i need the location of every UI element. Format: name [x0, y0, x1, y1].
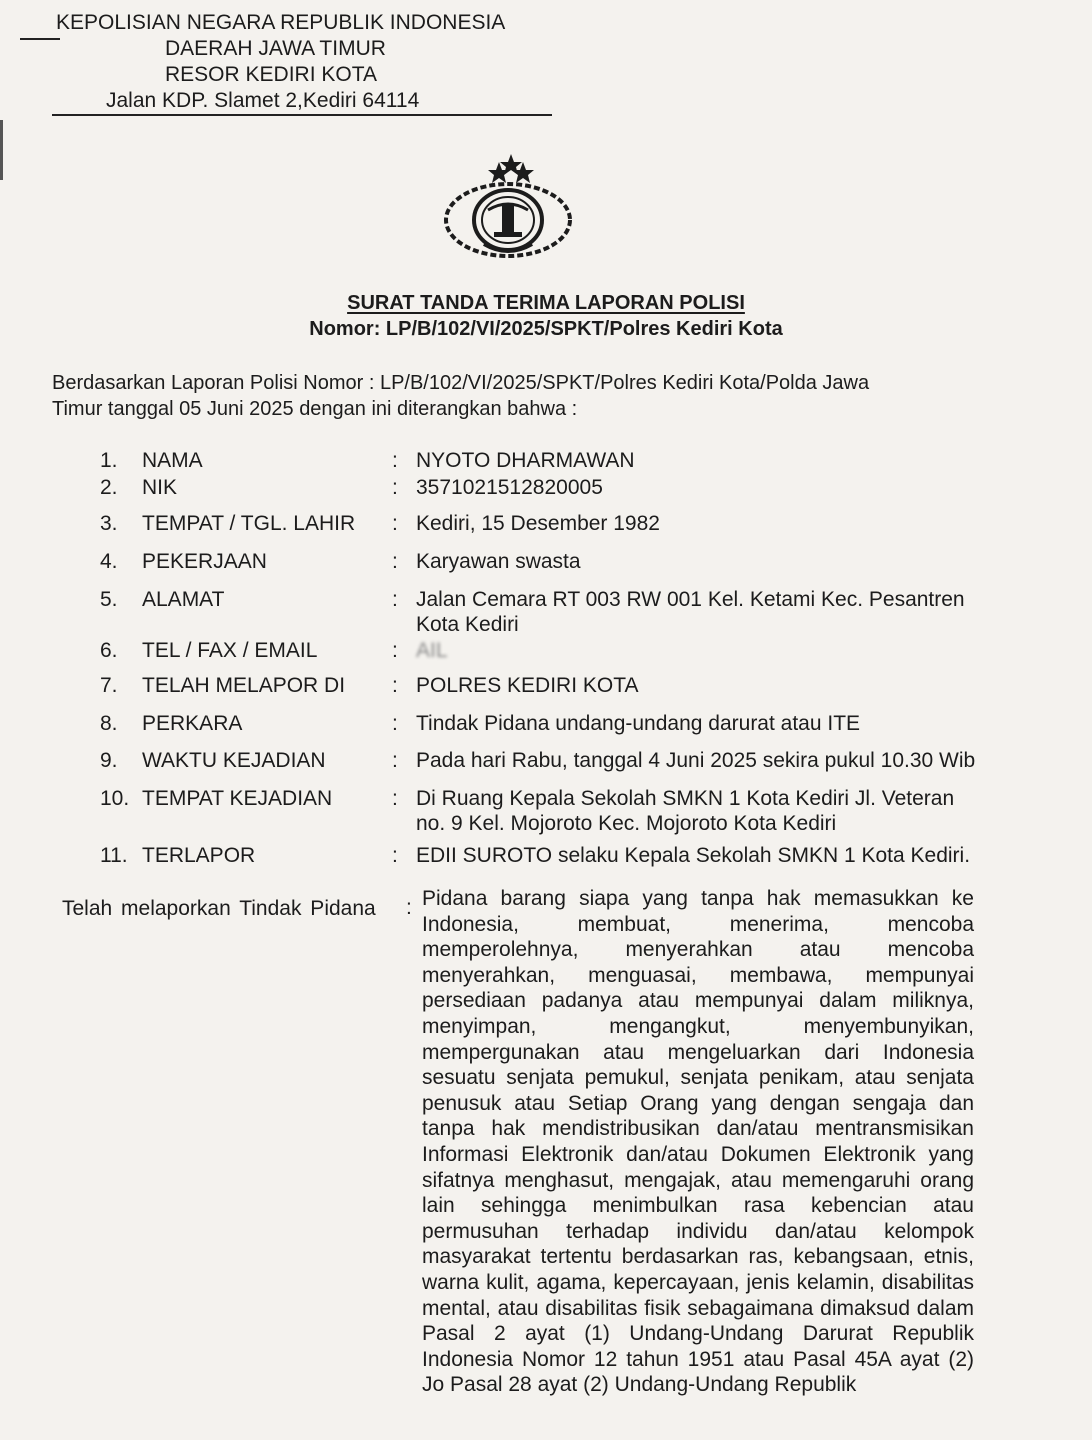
header-rule	[52, 114, 552, 116]
field-value-line: Jalan Cemara RT 003 RW 001 Kel. Ketami Kec. Pesantren	[416, 588, 965, 611]
field-label: TERLAPOR	[142, 844, 256, 867]
field-number: 7.	[100, 674, 118, 697]
intro-line-2: Timur tanggal 05 Juni 2025 dengan ini diterangkan bahwa :	[52, 398, 578, 420]
region-name: DAERAH JAWA TIMUR	[165, 37, 386, 60]
field-colon: :	[392, 639, 398, 662]
field-colon: :	[392, 712, 398, 735]
address: Jalan KDP. Slamet 2,Kediri 64114	[106, 89, 420, 112]
field-colon: :	[392, 476, 398, 499]
field-colon: :	[392, 674, 398, 697]
field-label: NAMA	[142, 449, 203, 472]
field-colon: :	[392, 512, 398, 535]
field-value: 3571021512820005	[416, 476, 603, 499]
field-label: TEMPAT KEJADIAN	[142, 787, 333, 810]
field-colon: :	[392, 749, 398, 772]
field-colon: :	[392, 787, 398, 810]
field-colon: :	[392, 550, 398, 573]
field-colon: :	[392, 588, 398, 611]
field-number: 9.	[100, 749, 118, 772]
field-value: Karyawan swasta	[416, 550, 581, 573]
field-value-redacted: AIL	[416, 639, 448, 662]
header-dash	[20, 38, 60, 40]
field-label: TEMPAT / TGL. LAHIR	[142, 512, 356, 535]
field-number: 6.	[100, 639, 118, 662]
field-label: TELAH MELAPOR DI	[142, 674, 346, 697]
report-number: Nomor: LP/B/102/VI/2025/SPKT/Polres Kediri Kota	[309, 318, 783, 340]
field-value: Tindak Pidana undang-undang darurat atau ITE	[416, 712, 861, 735]
field-label: NIK	[142, 476, 178, 499]
field-value	[416, 786, 991, 836]
field-value: NYOTO DHARMAWAN	[416, 449, 635, 472]
field-number: 2.	[100, 476, 118, 499]
intro-paragraph	[52, 370, 952, 422]
field-value: Pada hari Rabu, tanggal 4 Juni 2025 sekira pukul 10.30 Wib	[416, 749, 976, 772]
field-value	[416, 587, 991, 637]
title-main: SURAT TANDA TERIMA LAPORAN POLISI	[347, 292, 745, 314]
field-number: 3.	[100, 512, 118, 535]
field-value-line: no. 9 Kel. Mojoroto Kec. Mojoroto Kota Kediri	[416, 812, 837, 835]
field-number: 1.	[100, 449, 118, 472]
document-title	[0, 290, 1092, 342]
field-number: 5.	[100, 588, 118, 611]
scan-edge-mark	[0, 120, 3, 180]
field-label: WAKTU KEJADIAN	[142, 749, 326, 772]
field-label: PERKARA	[142, 712, 243, 735]
field-label: TEL / FAX / EMAIL	[142, 639, 318, 662]
police-emblem-icon	[440, 148, 576, 260]
resort-name: RESOR KEDIRI KOTA	[165, 63, 377, 86]
field-number: 11.	[100, 844, 128, 867]
field-number: 4.	[100, 550, 118, 573]
reported-crime-colon: :	[406, 896, 412, 919]
field-value: POLRES KEDIRI KOTA	[416, 674, 639, 697]
field-value-line: Kota Kediri	[416, 613, 519, 636]
field-value: Kediri, 15 Desember 1982	[416, 512, 660, 535]
field-colon: :	[392, 449, 398, 472]
field-label: PEKERJAAN	[142, 550, 267, 573]
field-label: ALAMAT	[142, 588, 225, 611]
field-value-line: Di Ruang Kepala Sekolah SMKN 1 Kota Kediri Jl. Veteran	[416, 787, 955, 810]
field-colon: :	[392, 844, 398, 867]
institution-name: KEPOLISIAN NEGARA REPUBLIK INDONESIA	[56, 11, 506, 34]
field-number: 8.	[100, 712, 118, 735]
letterhead	[20, 10, 540, 114]
field-value: EDII SUROTO selaku Kepala Sekolah SMKN 1 Kota Kediri.	[416, 844, 971, 867]
reported-crime-text: Pidana barang siapa yang tanpa hak memasukkan ke Indonesia, membuat, menerima, mencoba memperolehnya, menyerahkan atau mencoba menyerahkan, menguasai, membawa, mempunyai persediaan padanya atau mempunyai dalam miliknya, menyimpan, mengangkut, menyembunyikan, mempergunakan atau mengeluarkan dari Indonesia sesuatu senjata pemukul, senjata penikam, atau senjata penusuk atau Setiap Orang yang dengan sengaja dan tanpa hak mendistribusikan dan/atau mentransmisikan Informasi Elektronik dan/atau Dokumen Elektronik yang sifatnya menghasut, mengajak, atau memengaruhi orang lain sehingga menimbulkan rasa kebencian atau permusuhan terhadap individu dan/atau kelompok masyarakat tertentu berdasarkan ras, kebangsaan, etnis, warna kulit, agama, kepercayaan, jenis kelamin, disabilitas mental, atau disabilitas fisik sebagaimana dimaksud dalam Pasal 2 ayat (1) Undang-Undang Darurat Republik Indonesia Nomor 12 tahun 1951 atau Pasal 45A ayat (2) Jo Pasal 28 ayat (2) Undang-Undang Republik	[422, 887, 974, 1397]
field-number: 10.	[100, 787, 130, 810]
reported-crime-label: Telah melaporkan Tindak Pidana	[62, 897, 376, 920]
intro-line-1: Berdasarkan Laporan Polisi Nomor : LP/B/102/VI/2025/SPKT/Polres Kediri Kota/Polda Jawa	[52, 372, 870, 394]
